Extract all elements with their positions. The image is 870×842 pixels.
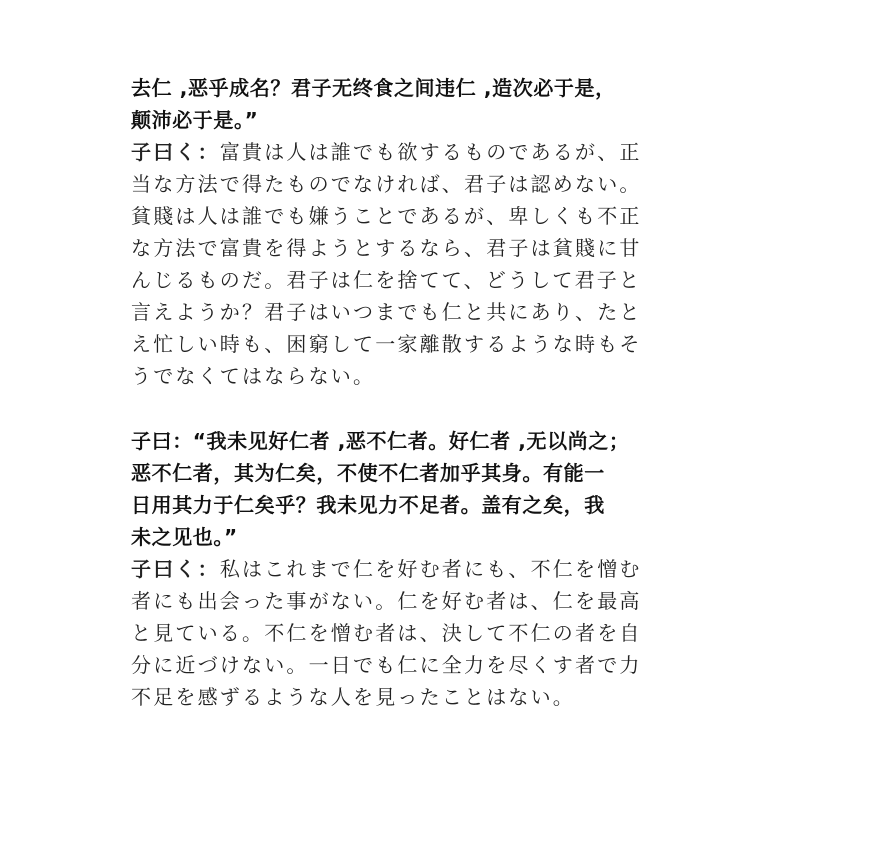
translation-line: な方法で富貴を得ようとするなら、君子は貧賤に甘	[131, 236, 642, 260]
translation-line: 貧賤は人は誰でも嫌うことであるが、卑しくも不正	[131, 204, 642, 228]
translation-line: 不足を感ずるような人を見ったことはない。	[131, 685, 575, 709]
chinese-text-line: 子曰：“我未见好仁者 ,恶不仁者。好仁者 ,无以尚之；	[131, 429, 630, 453]
translation-line: 言えようか？君子はいつまでも仁と共にあり、たと	[131, 300, 642, 324]
translation-label: 子曰く：	[131, 140, 220, 164]
translation-first-line	[131, 136, 743, 168]
translation-label: 子曰く：	[131, 557, 220, 581]
chinese-text-line: 颠沛必于是。”	[131, 108, 259, 132]
translation-first-line	[131, 553, 743, 585]
chinese-text-line: 未之见也。”	[131, 525, 238, 549]
section-1	[131, 72, 743, 392]
translation-text: 私はこれまで仁を好む者にも、不仁を憎む	[219, 557, 642, 581]
translation-text: 富貴は人は誰でも欲するものであるが、正	[219, 140, 642, 164]
translation-line: え忙しい時も、困窮して一家離散するような時もそ	[131, 332, 642, 356]
chinese-text-line: 去仁 ,恶乎成名？君子无终食之间违仁 ,造次必于是，	[131, 76, 616, 100]
translation-line: と見ている。不仁を憎む者は、決して不仁の者を自	[131, 621, 642, 645]
translation-line: んじるものだ。君子は仁を捨てて、どうして君子と	[131, 268, 642, 292]
chinese-text-line: 恶不仁者，其为仁矣，不使不仁者加乎其身。有能一	[131, 461, 605, 485]
translation-line: 当な方法で得たものでなければ、君子は認めない。	[131, 172, 642, 196]
chinese-text-line: 日用其力于仁矣乎？我未见力不足者。盖有之矣，我	[131, 493, 605, 517]
translation-line: 者にも出会った事がない。仁を好む者は、仁を最高	[131, 589, 642, 613]
section-2	[131, 425, 743, 713]
translation-line: 分に近づけない。一日でも仁に全力を尽くす者で力	[131, 653, 642, 677]
document-page	[131, 72, 743, 713]
translation-line: うでなくてはならない。	[131, 364, 376, 388]
section-spacer	[131, 392, 743, 425]
